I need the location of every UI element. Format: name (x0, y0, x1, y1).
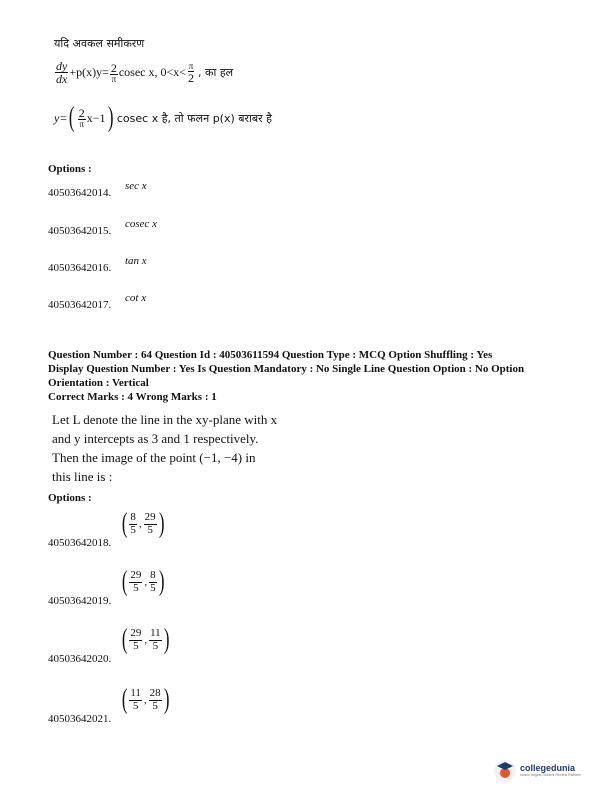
option-id: 40503642018. (48, 537, 112, 549)
option-text: cot x (125, 292, 147, 304)
option-text: cosec x (125, 218, 158, 230)
option-id: 40503642016. (48, 262, 112, 274)
option-3[interactable] (48, 626, 248, 666)
question-text: Let L denote the line in the xy-plane with x and y intercepts as 3 and 1 respectively. Then the image of the point (−1, −4) in this line is : (52, 412, 278, 484)
option-text: sec x (125, 180, 147, 192)
pi-over-two-fraction: $\frac{\pi}{2}$ (188, 60, 195, 85)
point-coordinates: ( 29 5 , 8 5 ) (121, 566, 165, 597)
prev-question-stem: यदि अवकल समीकरण (54, 37, 145, 50)
option-id: 40503642015. (48, 225, 112, 237)
options-label: Options : (48, 492, 92, 504)
option-2[interactable] (48, 568, 248, 608)
option-4[interactable] (48, 686, 248, 726)
option-id: 40503642017. (48, 299, 112, 311)
option-1[interactable] (48, 510, 248, 550)
point-coordinates: ( 8 5 , 29 5 ) (121, 508, 165, 539)
option-id: 40503642021. (48, 713, 112, 725)
collegedunia-logo (494, 760, 581, 782)
prev-options-label: Options : (48, 163, 92, 175)
option-id: 40503642014. (48, 187, 112, 199)
differential-equation: $\frac{dy}{dx}$ +p(x)y= $\frac{2}{\pi}$ cosec x, 0<x< $\frac{\pi}{2}$ , का हल (56, 59, 234, 86)
solution-expression: y= ( $\frac{2}{\pi}$ x−1 ) cosec x है, तो फलन p(x) बराबर है (54, 102, 273, 133)
two-over-pi-fraction: $\frac{2}{\pi}$ (110, 60, 117, 84)
option-text: tan x (125, 255, 147, 267)
logo-tagline: India's largest Student Review Platform (520, 773, 581, 778)
option-id: 40503642020. (48, 653, 112, 665)
point-coordinates: ( 29 5 , 11 5 ) (121, 624, 170, 655)
logo-mark-icon (494, 760, 516, 782)
point-coordinates: ( 11 5 , 28 5 ) (121, 684, 170, 715)
question-meta: Question Number : 64 Question Id : 40503611594 Question Type : MCQ Option Shuffling : Yes Display Question Number : Yes Is Question Mandatory : No Single Line Question Option : No Option Orientation : Vertical Correct Marks : 4 Wrong Marks : 1 (48, 348, 588, 404)
option-id: 40503642019. (48, 595, 112, 607)
logo-brand: collegedunia (520, 763, 576, 774)
marks-line: Correct Marks : 4 Wrong Marks : 1 (48, 391, 217, 403)
solution-paren-group: ( $\frac{2}{\pi}$ x−1 ) (69, 102, 114, 133)
dy-dx-fraction: $\frac{dy}{dx}$ (56, 59, 68, 86)
